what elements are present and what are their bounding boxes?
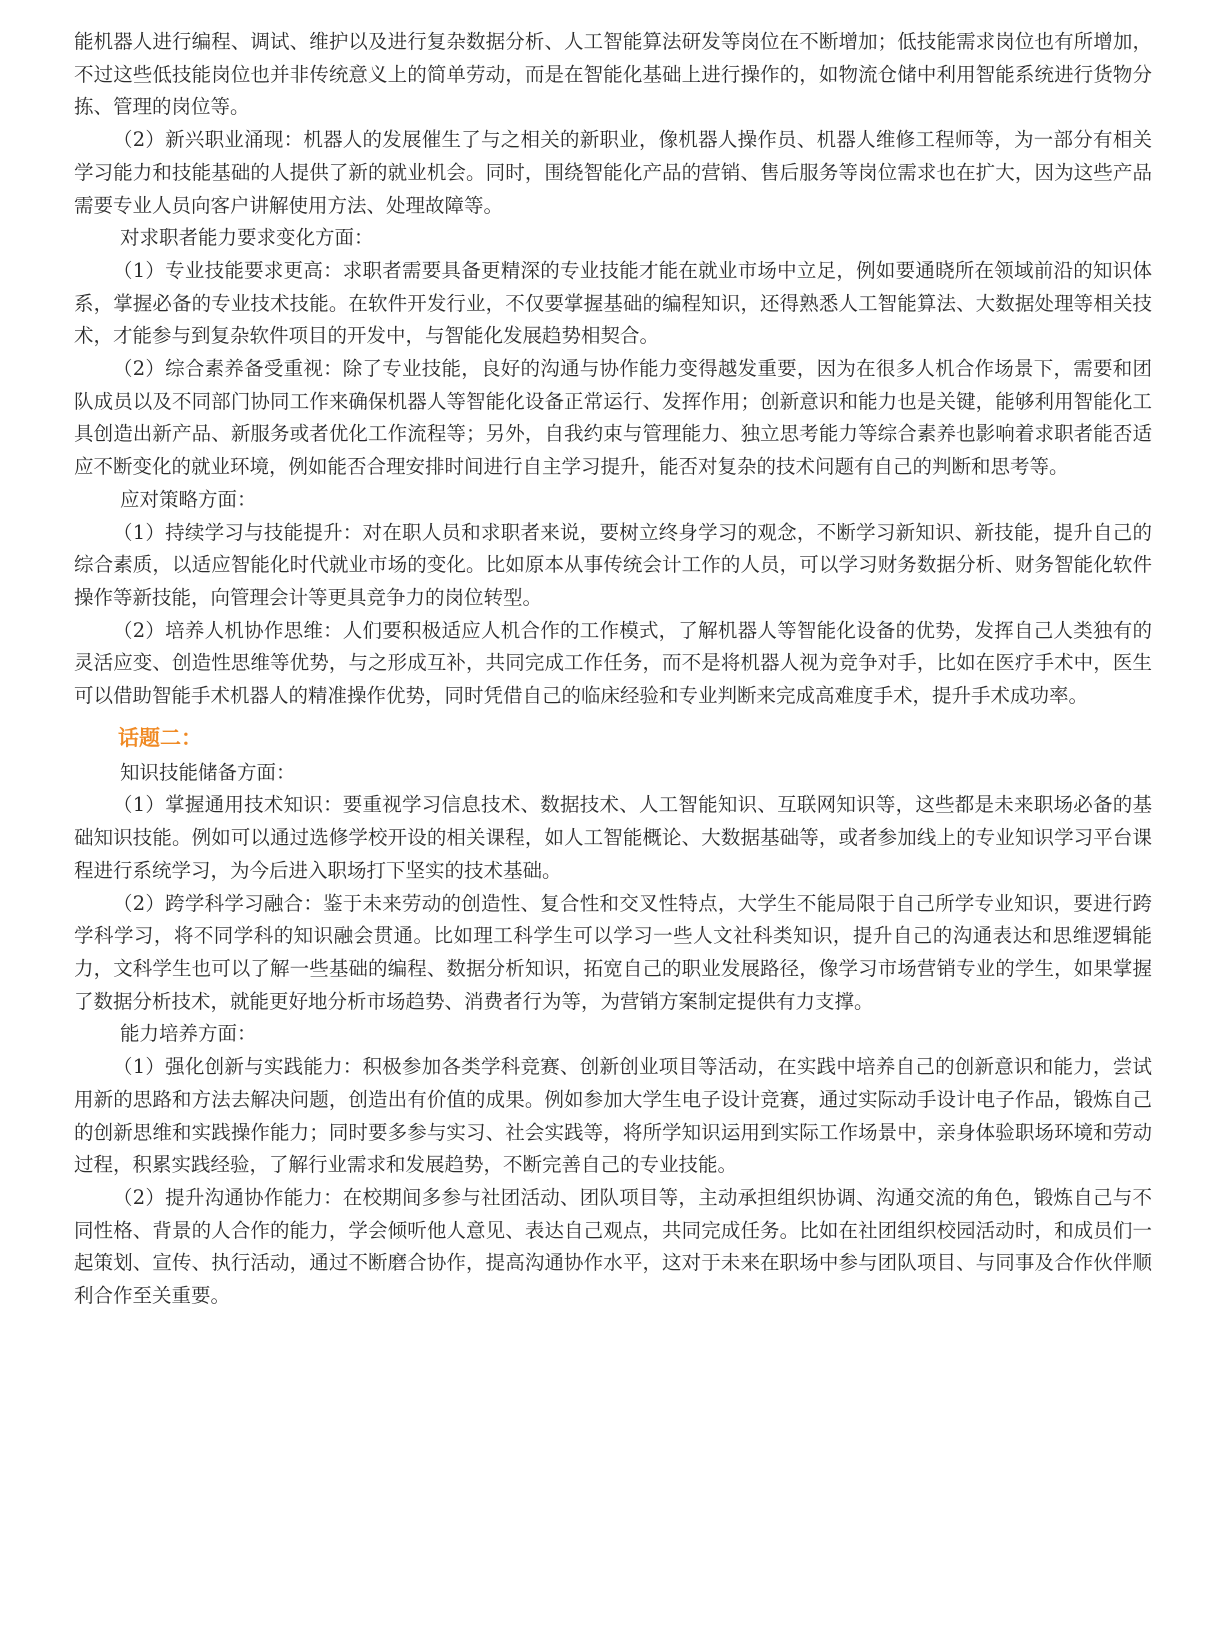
paragraph: （2）综合素养备受重视：除了专业技能，良好的沟通与协作能力变得越发重要，因为在很多人机合作场景下，需要和团队成员以及不同部门协同工作来确保机器人等智能化设备正常运行、发挥作用；创新意识和能力也是关键，能够利用智能化工具创造出新产品、新服务或者优化工作流程等；另外，自我约束与管理能力、独立思考能力等综合素养也影响着求职者能否适应不断变化的就业环境，例如能否合理安排时间进行自主学习提升，能否对复杂的技术问题有自己的判断和思考等。 <box>74 357 1152 479</box>
section-label: 应对策略方面： <box>120 487 257 511</box>
paragraph: （2）培养人机协作思维：人们要积极适应人机合作的工作模式，了解机器人等智能化设备的优势，发挥自己人类独有的灵活应变、创造性思维等优势，与之形成互补，共同完成工作任务，而不是将机器人视为竞争对手，比如在医疗手术中，医生可以借助智能手术机器人的精准操作优势，同时凭借自己的临床经验和专业判断来完成高难度手术，提升手术成功率。 <box>74 618 1152 708</box>
paragraph: （2）跨学科学习融合：鉴于未来劳动的创造性、复合性和交叉性特点，大学生不能局限于自己所学专业知识，要进行跨学科学习，将不同学科的知识融会贯通。比如理工科学生可以学习一些人文社科类知识，提升自己的沟通表达和思维逻辑能力，文科学生也可以了解一些基础的编程、数据分析知识，拓宽自己的职业发展路径，像学习市场营销专业的学生，如果掌握了数据分析技术，就能更好地分析市场趋势、消费者行为等，为营销方案制定提供有力支撑。 <box>74 891 1152 1013</box>
document-body <box>74 26 1152 1313</box>
paragraph: （2）新兴职业涌现：机器人的发展催生了与之相关的新职业，像机器人操作员、机器人维修工程师等，为一部分有相关学习能力和技能基础的人提供了新的就业机会。同时，围绕智能化产品的营销、售后服务等岗位需求也在扩大，因为这些产品需要专业人员向客户讲解使用方法、处理故障等。 <box>74 128 1152 217</box>
section-label: 知识技能储备方面： <box>120 760 296 784</box>
paragraph: （1）专业技能要求更高：求职者需要具备更精深的专业技能才能在就业市场中立足，例如要通晓所在领域前沿的知识体系，掌握必备的专业技术技能。在软件开发行业，不仅要掌握基础的编程知识，还得熟悉人工智能算法、大数据处理等相关技术，才能参与到复杂软件项目的开发中，与智能化发展趋势相契合。 <box>74 258 1152 348</box>
paragraph: （1）持续学习与技能提升：对在职人员和求职者来说，要树立终身学习的观念，不断学习新知识、新技能，提升自己的综合素质，以适应智能化时代就业市场的变化。比如原本从事传统会计工作的人员，可以学习财务数据分析、财务智能化软件操作等新技能，向管理会计等更具竞争力的岗位转型。 <box>74 520 1152 609</box>
topic-title: 话题二： <box>118 725 202 750</box>
section-label: 能力培养方面： <box>120 1022 257 1046</box>
paragraph: （1）掌握通用技术知识：要重视学习信息技术、数据技术、人工智能知识、互联网知识等，这些都是未来职场必备的基础知识技能。例如可以通过选修学校开设的相关课程，如人工智能概论、大数据基础等，或者参加线上的专业知识学习平台课程进行系统学习，为今后进入职场打下坚实的技术基础。 <box>74 793 1152 882</box>
section-label: 对求职者能力要求变化方面： <box>120 226 374 250</box>
paragraph: （2）提升沟通协作能力：在校期间多参与社团活动、团队项目等，主动承担组织协调、沟通交流的角色，锻炼自己与不同性格、背景的人合作的能力，学会倾听他人意见、表达自己观点，共同完成任务。比如在社团组织校园活动时，和成员们一起策划、宣传、执行活动，通过不断磨合协作，提高沟通协作水平，这对于未来在职场中参与团队项目、与同事及合作伙伴顺利合作至关重要。 <box>74 1185 1152 1308</box>
paragraph: 能机器人进行编程、调试、维护以及进行复杂数据分析、人工智能算法研发等岗位在不断增加；低技能需求岗位也有所增加，不过这些低技能岗位也并非传统意义上的简单劳动，而是在智能化基础上进行操作的，如物流仓储中利用智能系统进行货物分拣、管理的岗位等。 <box>74 30 1152 119</box>
paragraph: （1）强化创新与实践能力：积极参加各类学科竞赛、创新创业项目等活动，在实践中培养自己的创新意识和能力，尝试用新的思路和方法去解决问题，创造出有价值的成果。例如参加大学生电子设计竞赛，通过实际动手设计电子作品，锻炼自己的创新思维和实践操作能力；同时要多参与实习、社会实践等，将所学知识运用到实际工作场景中，亲身体验职场环境和劳动过程，积累实践经验，了解行业需求和发展趋势，不断完善自己的专业技能。 <box>74 1055 1152 1177</box>
